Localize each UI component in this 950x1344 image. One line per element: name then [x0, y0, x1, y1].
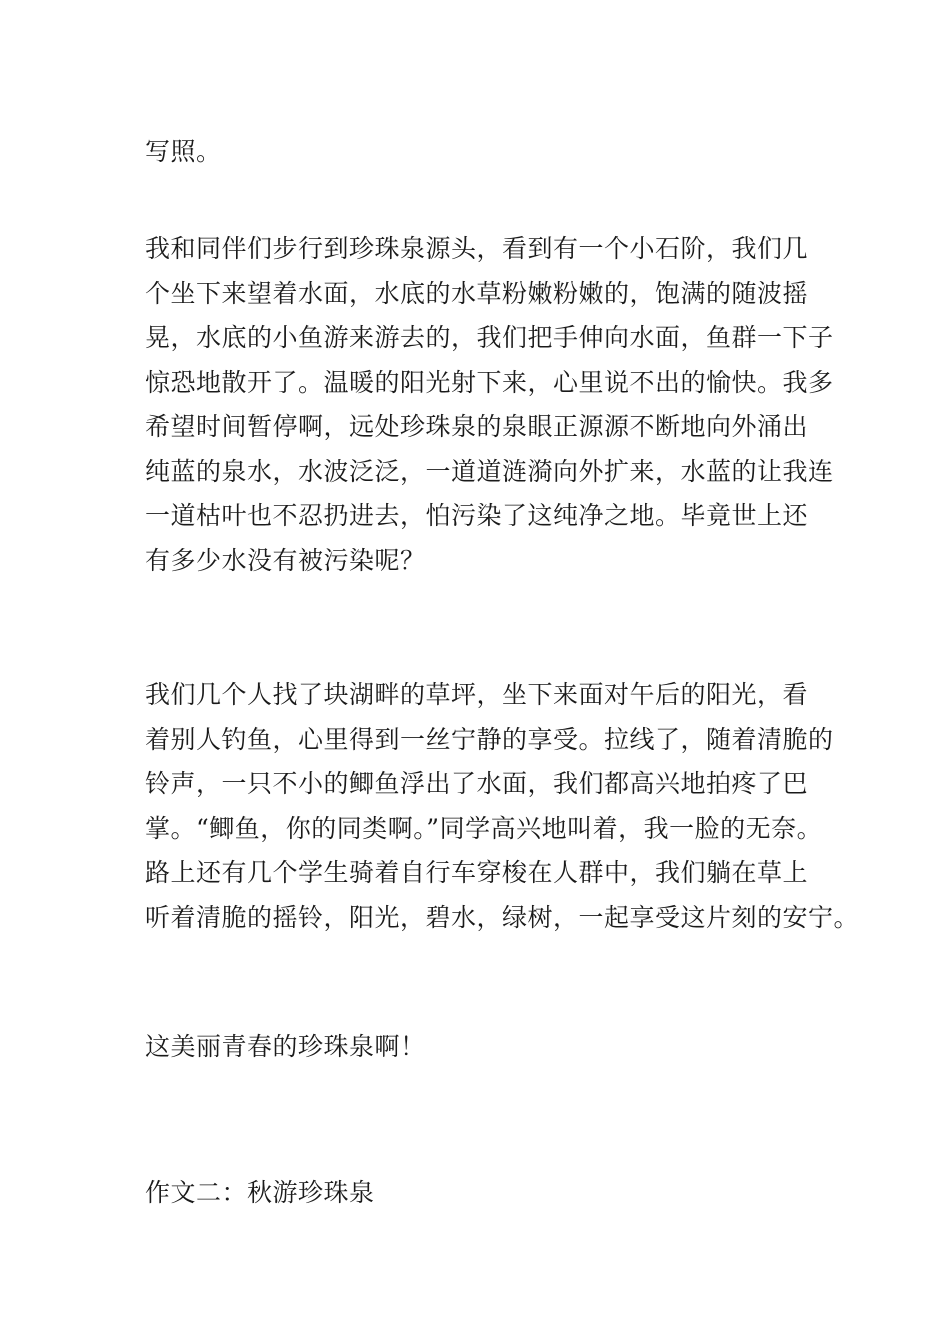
text-line: 路上还有几个学生骑着自行车穿梭在人群中，我们躺在草上	[145, 858, 809, 887]
closing-line	[145, 1025, 810, 1070]
text-line: 个坐下来望着水面，水底的水草粉嫩粉嫩的，饱满的随波摇	[145, 278, 809, 308]
text-line: 听着清脆的摇铃，阳光，碧水，绿树，一起享受这片刻的安宁。	[145, 902, 860, 932]
text-line: 掌。“鲫鱼，你的同类啊。”同学高兴地叫着，我一脸的无奈。	[145, 813, 823, 843]
paragraph-1	[145, 227, 834, 583]
text-line: 纯蓝的泉水，水波泛泛，一道道涟漪向外扩来，水蓝的让我连	[145, 456, 834, 486]
text-line: 铃声，一只不小的鲫鱼浮出了水面，我们都高兴地拍疼了巴	[145, 769, 809, 798]
text-line: 我和同伴们步行到珍珠泉源头，看到有一个小石阶，我们几	[145, 234, 809, 263]
text-line: 着别人钓鱼，心里得到一丝宁静的享受。拉线了，随着清脆的	[145, 724, 834, 754]
text-line: 我们几个人找了块湖畔的草坪，坐下来面对午后的阳光，看	[145, 680, 809, 709]
text-line: 写照。	[145, 137, 222, 166]
text-line: 有多少水没有被污染呢？	[145, 545, 426, 575]
paragraph-2	[145, 673, 860, 940]
text-line: 这美丽青春的珍珠泉啊！	[145, 1032, 426, 1061]
essay-title	[145, 1171, 810, 1216]
intro-line	[145, 130, 810, 175]
text-line: 作文二：秋游珍珠泉	[145, 1178, 375, 1207]
text-line: 一道枯叶也不忍扔进去，怕污染了这纯净之地。毕竟世上还	[145, 501, 809, 530]
text-line: 希望时间暂停啊，远处珍珠泉的泉眼正源源不断地向外涌出	[145, 412, 809, 441]
text-line: 晃，水底的小鱼游来游去的，我们把手伸向水面，鱼群一下子	[145, 323, 834, 352]
text-line: 惊恐地散开了。温暖的阳光射下来，心里说不出的愉快。我多	[145, 367, 834, 397]
